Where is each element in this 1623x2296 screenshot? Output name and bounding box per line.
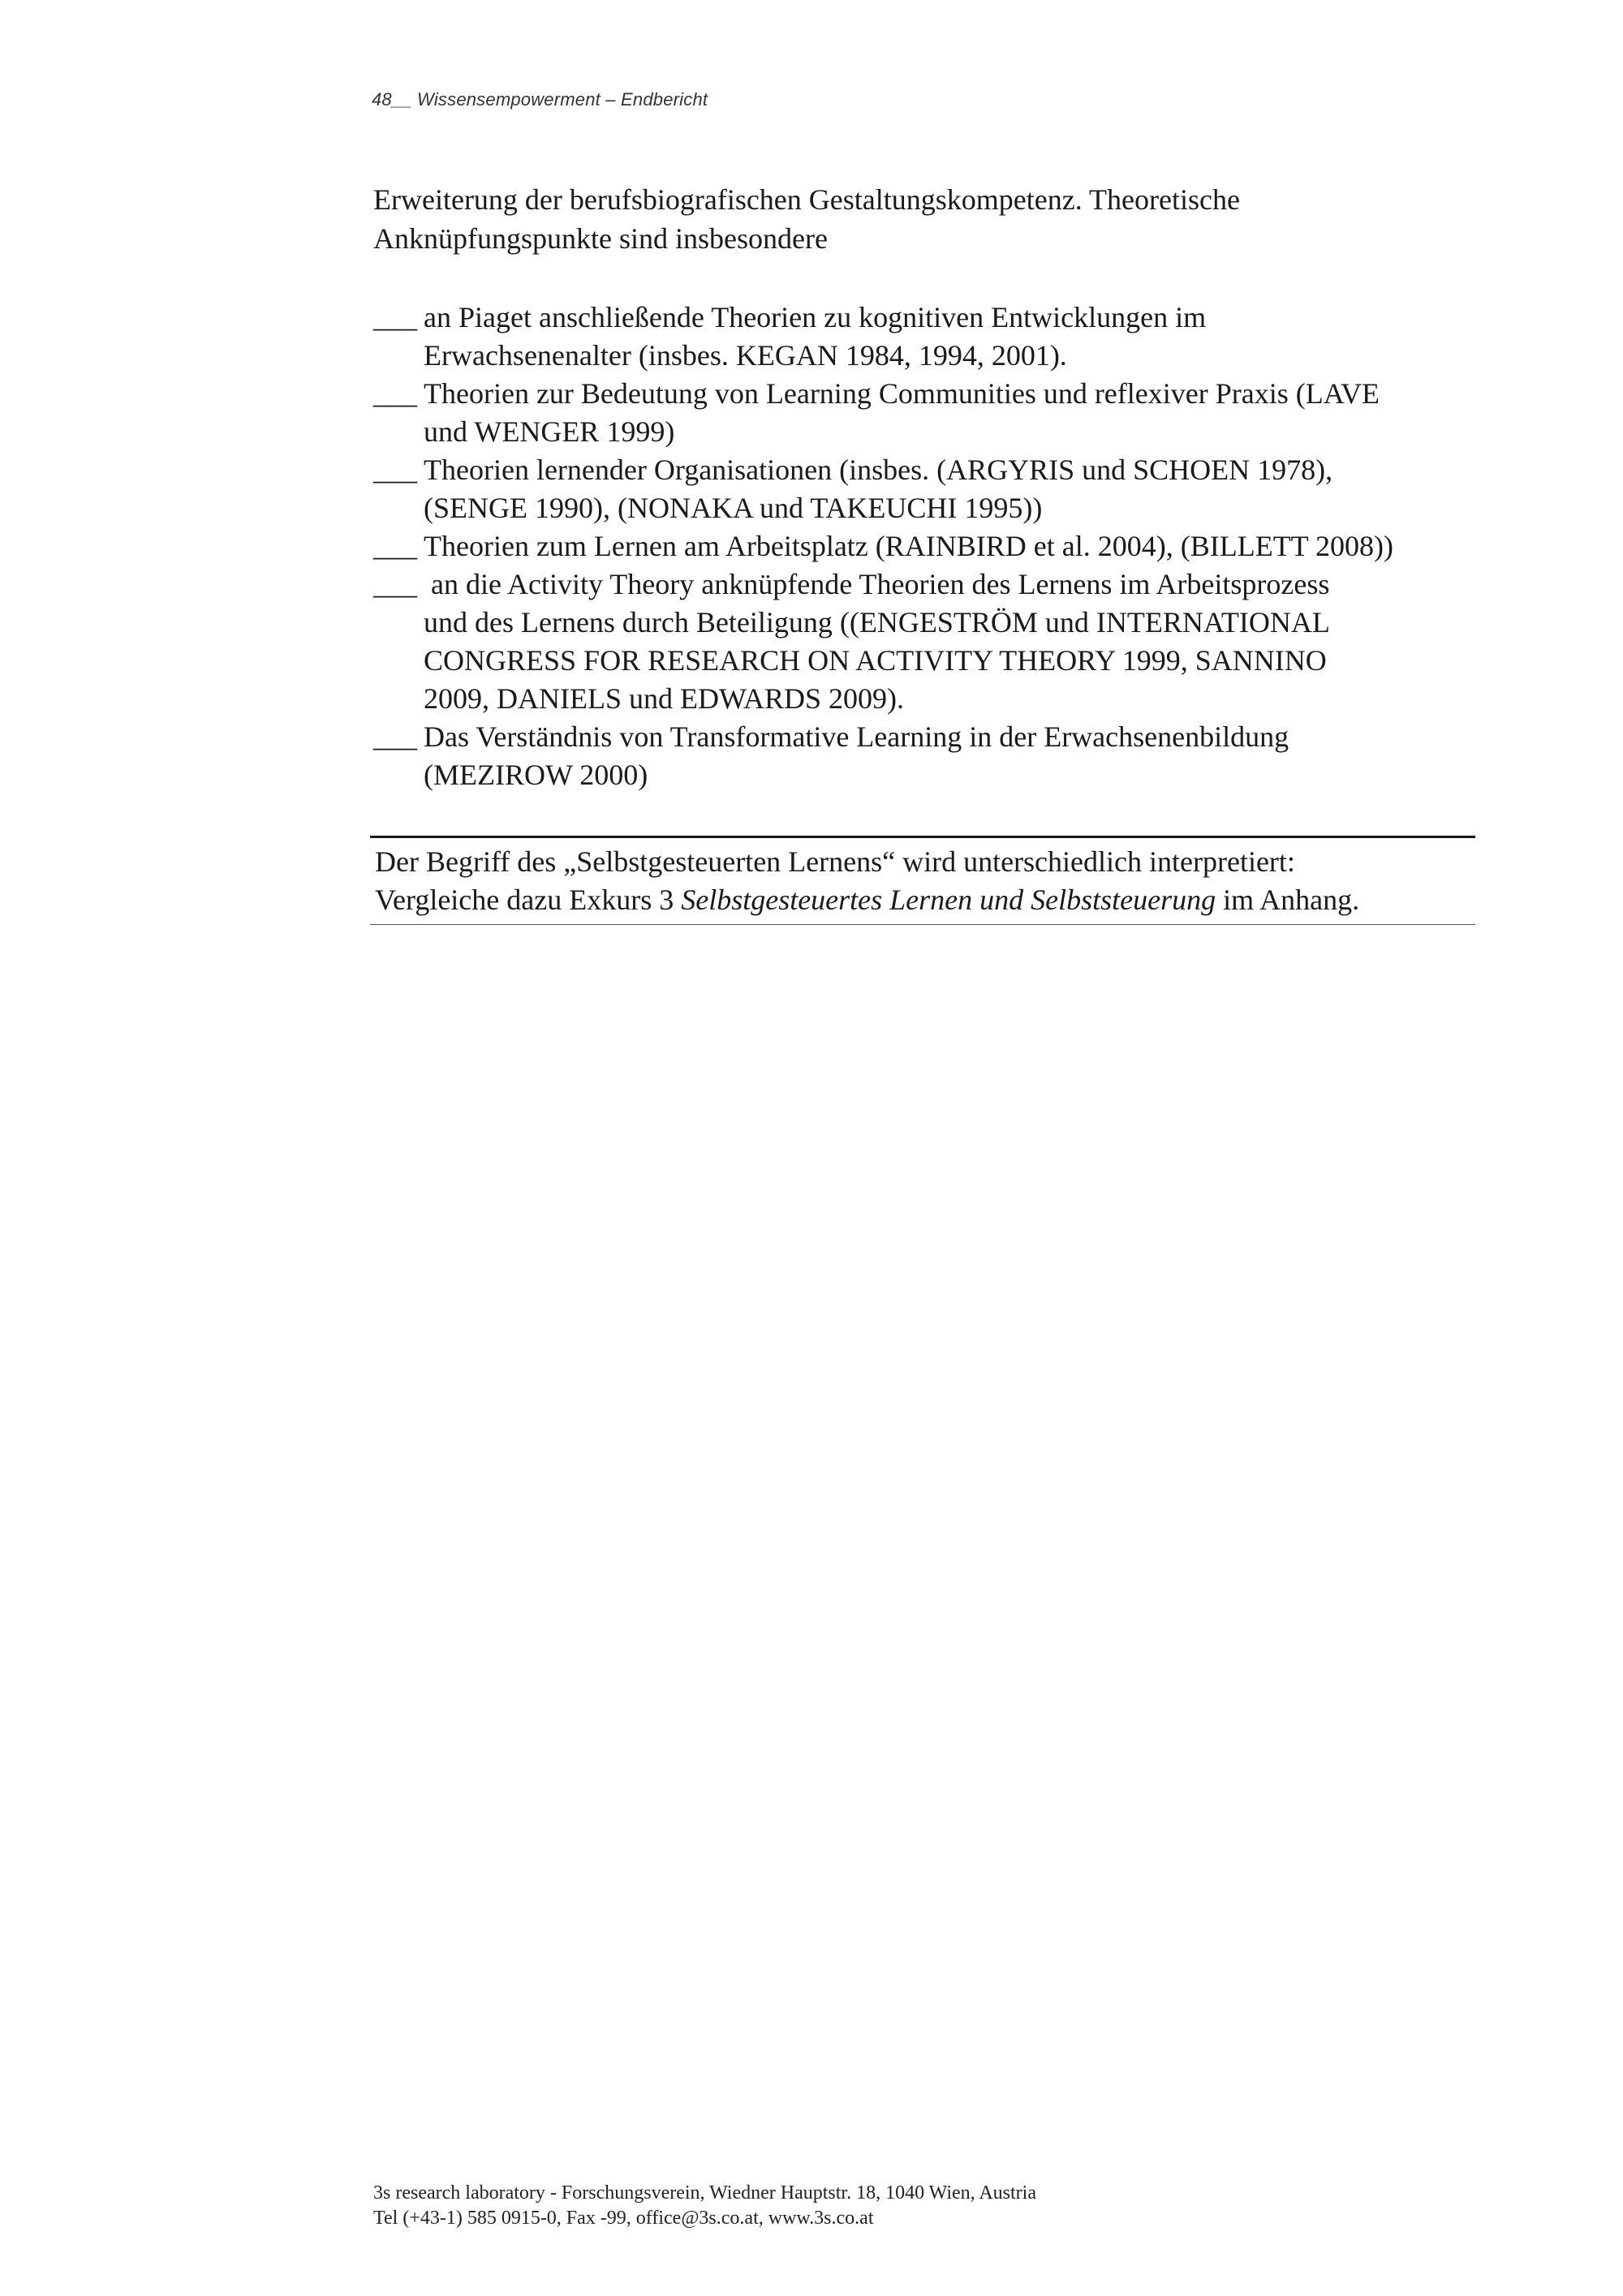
note-box: [370, 836, 1475, 925]
intro-line: Anknüpfungspunkte sind insbesondere: [373, 222, 828, 255]
footer-address: 3s research laboratory - Forschungsverein, Wiedner Hauptstr. 18, 1040 Wien, Austria: [373, 2182, 1036, 2204]
list-item-line: an die Activity Theory anknüpfende Theorien des Lernens im Arbeitsprozess: [424, 568, 1330, 600]
list-item: [373, 718, 1477, 794]
list-marker: ___: [373, 301, 417, 333]
list-item-line: Das Verständnis von Transformative Learning in der Erwachsenenbildung: [424, 720, 1289, 753]
list-item-line: Theorien lernender Organisationen (insbes. (ARGYRIS und SCHOEN 1978),: [424, 454, 1333, 486]
list-item-line: und WENGER 1999): [424, 415, 675, 448]
intro-line: Erweiterung der berufsbiografischen Gestaltungskompetenz. Theoretische: [373, 183, 1240, 216]
list-item-line: und des Lernens durch Beteiligung ((ENGESTRÖM und INTERNATIONAL: [424, 606, 1330, 638]
note-line: [375, 881, 1475, 919]
list-item-line: Erwachsenenalter (insbes. KEGAN 1984, 1994, 2001).: [424, 339, 1067, 372]
list-item-line: (MEZIROW 2000): [424, 759, 648, 791]
note-line: [375, 843, 1475, 881]
list-marker: ___: [373, 568, 417, 600]
list-item: [373, 527, 1477, 565]
note-text: Der Begriff des „Selbstgesteuerten Lernens“ wird unterschiedlich interpretiert:: [375, 845, 1295, 878]
list-marker: ___: [373, 377, 417, 410]
theory-reference-list: [373, 299, 1477, 794]
footer-contact: Tel (+43-1) 585 0915-0, Fax -99, office@3s.co.at, www.3s.co.at: [373, 2208, 874, 2229]
list-item: [373, 299, 1477, 375]
list-item: [373, 375, 1477, 451]
note-italic-title: Selbstgesteuertes Lernen und Selbststeuerung: [681, 884, 1216, 916]
list-item: [373, 451, 1477, 527]
note-text: im Anhang.: [1216, 884, 1360, 916]
list-item-line: Theorien zum Lernen am Arbeitsplatz (RAINBIRD et al. 2004), (BILLETT 2008)): [424, 530, 1393, 562]
note-text: Vergleiche dazu Exkurs 3: [375, 884, 682, 916]
list-item-line: 2009, DANIELS und EDWARDS 2009).: [424, 682, 904, 715]
list-marker: ___: [373, 530, 417, 562]
list-item: [373, 565, 1477, 718]
intro-paragraph: [373, 180, 1477, 258]
list-marker: ___: [373, 454, 417, 486]
list-item-line: (SENGE 1990), (NONAKA und TAKEUCHI 1995)): [424, 492, 1043, 524]
running-header: 48__ Wissensempowerment – Endbericht: [372, 89, 708, 110]
list-item-line: CONGRESS FOR RESEARCH ON ACTIVITY THEORY 1999, SANNINO: [424, 644, 1327, 677]
list-item-line: an Piaget anschließende Theorien zu kognitiven Entwicklungen im: [424, 301, 1207, 333]
list-item-line: Theorien zur Bedeutung von Learning Communities und reflexiver Praxis (LAVE: [424, 377, 1380, 410]
list-marker: ___: [373, 720, 417, 753]
page-footer: [373, 2181, 1036, 2231]
